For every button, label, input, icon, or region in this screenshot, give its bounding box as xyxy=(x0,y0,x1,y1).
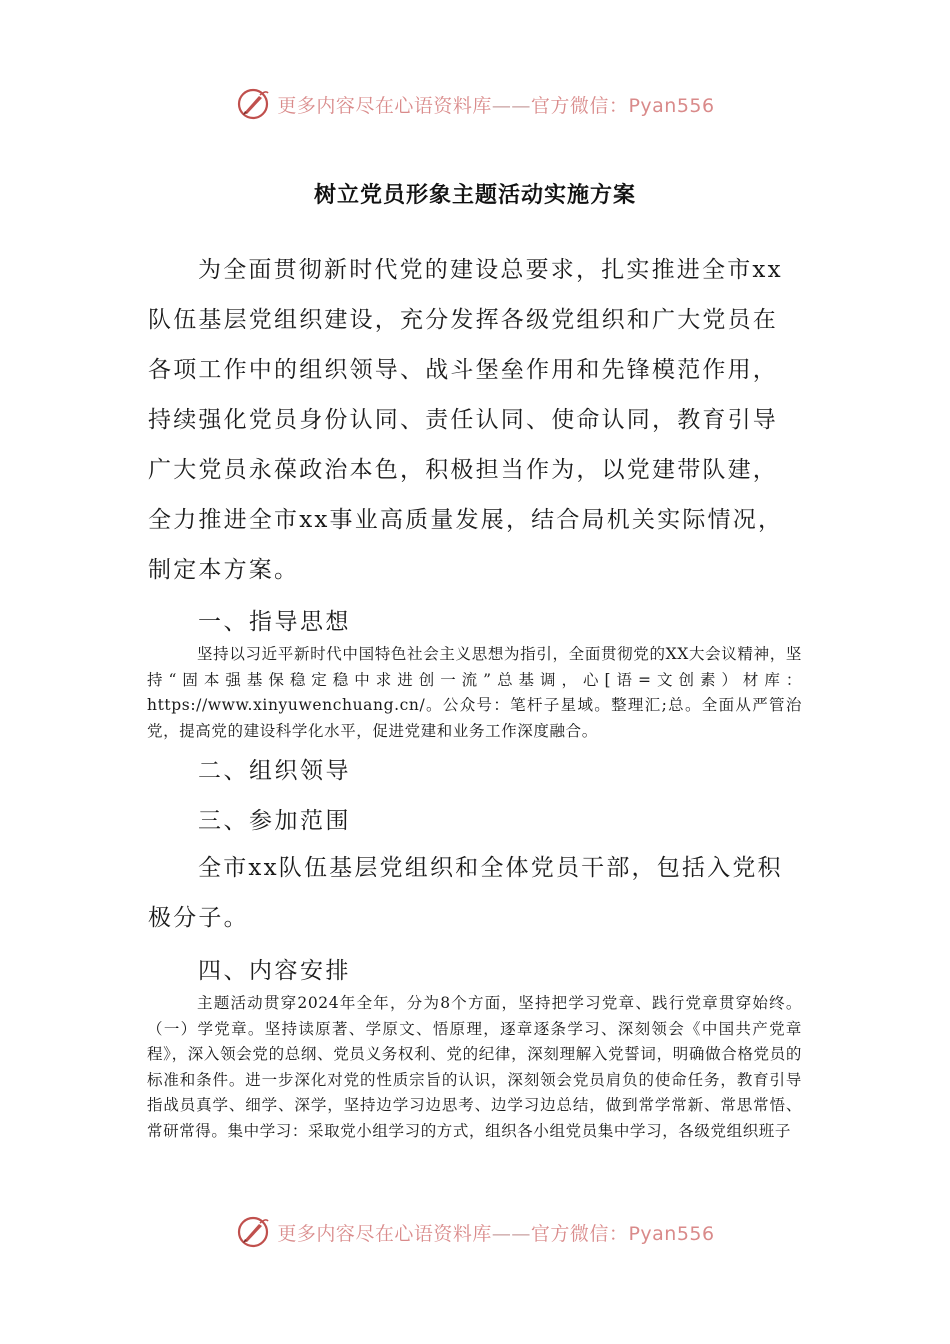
watermark-wechat-label: 官方微信： xyxy=(530,94,629,117)
watermark-separator: —— xyxy=(491,94,531,117)
watermark-text xyxy=(277,91,714,118)
watermark-separator: —— xyxy=(491,1222,531,1245)
section-heading-organization: 二、组织领导 xyxy=(198,758,351,784)
document-title: 树立党员形象主题活动实施方案 xyxy=(313,182,636,208)
section-heading-scope: 三、参加范围 xyxy=(198,808,351,834)
watermark-wechat-id: Pyan556 xyxy=(628,94,715,117)
quill-logo-icon xyxy=(235,86,271,122)
watermark-wechat-id: Pyan556 xyxy=(628,1222,715,1245)
quill-logo-icon xyxy=(235,1214,271,1250)
section-heading-content-arrangement: 四、内容安排 xyxy=(198,958,351,984)
section-body-scope: 全市xx队伍基层党组织和全体党员干部，包括入党积极分子。 xyxy=(148,855,783,931)
section-body-guiding-ideology: 坚持以习近平新时代中国特色社会主义思想为指引，全面贯彻党的XX大会议精神，坚持“固本强基保稳定稳中求进创一流”总基调，心[语=文创素）材库：https://www.xinyuwenchuang.cn/。公众号：笔杆子星域。整理汇;总。全面从严管治党，提高党的建设科学化水平，促进党建和业务工作深度融合。 xyxy=(147,645,802,740)
watermark-banner-top xyxy=(0,84,950,124)
intro-paragraph: 为全面贯彻新时代党的建设总要求，扎实推进全市xx队伍基层党组织建设，充分发挥各级党组织和广大党员在各项工作中的组织领导、战斗堡垒作用和先锋模范作用，持续强化党员身份认同、责任认同、使命认同，教育引导广大党员永葆政治本色，积极担当作为，以党建带队建，全力推进全市xx事业高质量发展，结合局机关实际情况，制定本方案。 xyxy=(148,257,784,583)
watermark-slogan: 更多内容尽在心语资料库 xyxy=(277,94,492,117)
watermark-slogan: 更多内容尽在心语资料库 xyxy=(277,1222,492,1245)
watermark-wechat-label: 官方微信： xyxy=(530,1222,629,1245)
section-body-content-arrangement: 主题活动贯穿2024年全年，分为8个方面，坚持把学习党章、践行党章贯穿始终。（一）学党章。坚持读原著、学原文、悟原理，逐章逐条学习、深刻领会《中国共产党章程》，深入领会党的总纲、党员义务权利、党的纪律，深刻理解入党誓词，明确做合格党员的标准和条件。进一步深化对党的性质宗旨的认识，深刻领会党员肩负的使命任务，教育引导指战员真学、细学、深学，坚持边学习边思考、边学习边总结，做到常学常新、常思常悟、常研常得。集中学习：采取党小组学习的方式，组织各小组党员集中学习，各级党组织班子 xyxy=(147,994,802,1140)
section-heading-guiding-ideology: 一、指导思想 xyxy=(198,609,351,635)
watermark-banner-bottom xyxy=(0,1212,950,1252)
watermark-text xyxy=(277,1219,714,1246)
